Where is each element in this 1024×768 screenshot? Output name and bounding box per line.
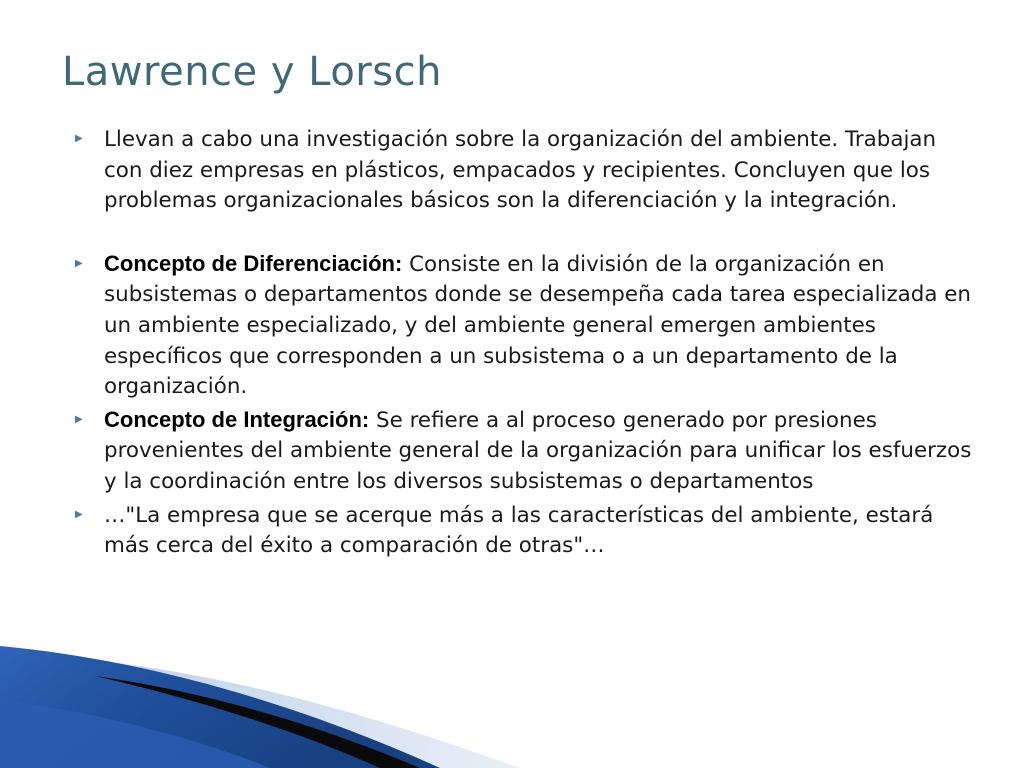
bullet-text <box>104 500 974 562</box>
bullet-text <box>104 405 974 498</box>
bullet-term-integracion: Concepto de Integración: <box>104 406 370 432</box>
bullet-list <box>74 124 974 562</box>
triangle-right-icon: ▶ <box>75 508 83 520</box>
triangle-right-icon: ▶ <box>75 133 83 144</box>
bullet-item <box>74 124 974 217</box>
bullet-body: Llevan a cabo una investigación sobre la organización del ambiente. Trabajan con diez empresas en plásticos, empacados y recipientes. Concluyen que los problemas organizacionales básicos son la diferenciación y la integración. <box>104 127 937 214</box>
swoosh-blue-band <box>0 646 440 768</box>
bullet-body: Consiste en la división de la organización en subsistemas o departamentos donde se desempeña cada tarea especializada en un ambiente especializado, y del ambiente general emergen ambientes específicos que corresponden a un subsistema o a un departamento de la organización. <box>104 251 971 400</box>
bullet-text <box>104 249 974 403</box>
swoosh-blue-low <box>0 700 270 768</box>
swoosh-black-stripe <box>95 676 420 768</box>
bullet-term-diferenciacion: Concepto de Diferenciación: <box>104 250 403 276</box>
swoosh-light-band <box>0 652 520 768</box>
triangle-right-icon: ▶ <box>75 257 83 269</box>
bullet-text <box>104 124 974 217</box>
bullet-item <box>74 405 974 498</box>
bullet-body: …"La empresa que se acerque más a las características del ambiente, estará más cerca del éxito a comparación de otras"… <box>104 502 934 559</box>
bullet-item <box>74 500 974 562</box>
bullet-item <box>74 249 974 403</box>
bullet-body: Se refiere a al proceso generado por presiones provenientes del ambiente general de la organización para unificar los esfuerzos y la coordinación entre los diversos subsistemas o departamentos <box>104 407 972 494</box>
triangle-right-icon: ▶ <box>75 413 83 425</box>
slide-title: Lawrence y Lorsch <box>62 49 442 95</box>
